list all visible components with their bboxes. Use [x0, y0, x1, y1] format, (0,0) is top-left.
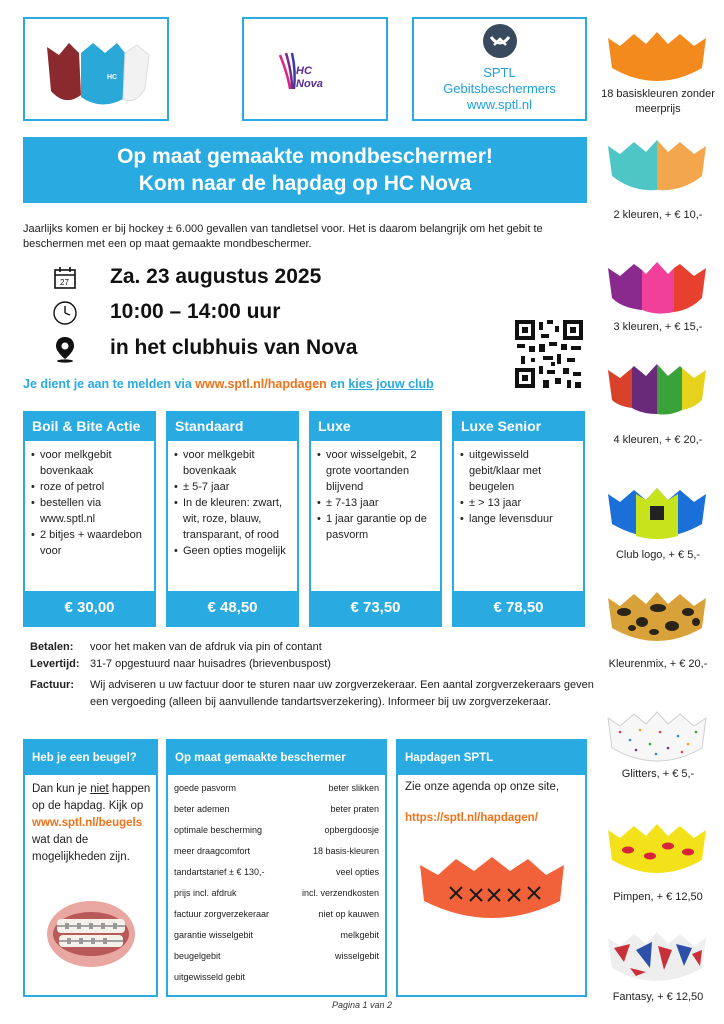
option-label: 4 kleuren, + € 20,- [613, 434, 703, 446]
hc-nova-logo [244, 19, 386, 119]
hapdagen-link[interactable]: https://sptl.nl/hapdagen/ [405, 812, 538, 824]
feature-right: niet op kauwen [318, 909, 379, 919]
logo-box-sptl [412, 17, 587, 121]
package-feature: • 1 jaar garantie op de pasvorm [317, 511, 434, 543]
intro-text: Jaarlijks komen er bij hockey ± 6.000 gevallen van tandletsel voor. Het is daarom belangrijk om het gebit te beschermen met een op maat gemaakte mondbeschermer. [23, 223, 543, 250]
svg-text:Nova: Nova [296, 78, 323, 90]
package-feature: • voor melkgebit bovenkaak [31, 447, 148, 479]
banner-line-1: Op maat gemaakte mondbeschermer! [117, 145, 493, 168]
feature-right: 18 basis-kleuren [312, 846, 379, 856]
option-label: 18 basiskleuren zonder meerprijs [601, 88, 715, 115]
feature-left: beter ademen [174, 804, 230, 814]
sptl-logo-icon [482, 23, 518, 59]
feature-right: veel opties [335, 867, 379, 877]
feature-left: garantie wisselgebit [174, 930, 254, 940]
payment-label: Betalen: [30, 641, 74, 653]
hapdagen-card-title: Hapdagen SPTL [398, 741, 585, 775]
package-feature: • voor melkgebit bovenkaak [174, 447, 291, 479]
package-feature: • uitgewisseld gebit/klaar met beugelen [460, 447, 577, 495]
hapdagen-card [396, 739, 587, 997]
signup-middle: en [326, 377, 349, 391]
package-features [168, 441, 297, 559]
package-price: € 30,00 [25, 591, 154, 625]
event-location: in het clubhuis van Nova [110, 336, 358, 359]
option-label: Pimpen, + € 12,50 [613, 891, 703, 903]
svg-text:HC: HC [296, 65, 312, 77]
map-pin-icon [50, 334, 80, 364]
clock-icon [50, 298, 80, 328]
braces-card-text [32, 781, 152, 866]
braces-text-3: happen op de hapdag. Kijk op [32, 783, 151, 812]
feature-right: melkgebit [340, 930, 379, 940]
hapdagen-text: Zie onze agenda op onze site, [405, 781, 560, 793]
package-features [454, 441, 583, 527]
package-feature: • 2 bitjes + waardebon voor [31, 527, 148, 559]
custom-guard-features-card [166, 739, 387, 997]
orange-mouthguard-image [416, 849, 568, 925]
signup-url-link[interactable]: www.sptl.nl/hapdagen [195, 377, 327, 391]
package-features [25, 441, 154, 559]
package-feature: • Geen opties mogelijk [174, 543, 291, 559]
calendar-icon [50, 263, 80, 293]
feature-right: beter slikken [328, 783, 379, 793]
package-card-luxe-senior[interactable] [452, 411, 585, 627]
package-feature: • ± 5-7 jaar [174, 479, 291, 495]
sptl-url[interactable]: www.sptl.nl [466, 97, 533, 112]
package-feature: • In de kleuren: zwart, wit, roze, blauw, transparant, of rood [174, 495, 291, 543]
feature-left: optimale bescherming [174, 825, 263, 835]
option-guard-image [606, 820, 708, 880]
logo-box-hcnova [242, 17, 388, 121]
logo-box-mouthguard [23, 17, 169, 121]
payment-value: voor het maken van de afdruk via pin of contant [90, 641, 322, 653]
package-name: Boil & Bite Actie [25, 413, 154, 441]
package-feature: • lange levensduur [460, 511, 577, 527]
package-price: € 78,50 [454, 591, 583, 625]
feature-left: beugelgebit [174, 951, 221, 961]
signup-line [23, 377, 434, 391]
braces-text-4: wat dan de mogelijkheden zijn. [32, 834, 130, 863]
page-number: Pagina 1 van 2 [331, 1000, 393, 1010]
package-feature: • roze of petrol [31, 479, 148, 495]
option-label: Fantasy, + € 12,50 [612, 991, 704, 1003]
event-date-row [50, 263, 322, 293]
package-feature: • bestellen via www.sptl.nl [31, 495, 148, 527]
package-feature: • voor wisselgebit, 2 grote voortanden blijvend [317, 447, 434, 495]
svg-text:HC: HC [107, 74, 118, 81]
braces-text-1: Dan kun je [32, 783, 91, 795]
feature-right: wisselgebit [334, 951, 379, 961]
feature-left: meer draagcomfort [174, 846, 251, 856]
feature-left: factuur zorgverzekeraar [174, 909, 270, 919]
package-name: Luxe Senior [454, 413, 583, 441]
option-label: 3 kleuren, + € 15,- [613, 321, 703, 333]
package-price: € 48,50 [168, 591, 297, 625]
qr-code-icon[interactable] [513, 318, 585, 390]
braces-card-title: Heb je een beugel? [25, 741, 156, 775]
option-guard-image [606, 588, 708, 648]
package-card-standaard[interactable] [166, 411, 299, 627]
option-label: Kleurenmix, + € 20,- [608, 658, 708, 670]
event-time-row [50, 298, 281, 328]
braces-link[interactable]: www.sptl.nl/beugels [32, 817, 143, 829]
invoice-label: Factuur: [30, 679, 74, 691]
package-feature: • ± 7-13 jaar [317, 495, 434, 511]
feature-left: uitgewisseld gebit [174, 972, 246, 982]
option-guard-image [606, 484, 708, 544]
braces-text-niet: niet [90, 783, 109, 795]
feature-right: beter praten [330, 804, 379, 814]
event-location-row [50, 334, 358, 364]
option-guard-image [606, 708, 708, 768]
feature-left: tandartstarief ± € 130,- [174, 867, 265, 877]
package-feature: • ± > 13 jaar [460, 495, 577, 511]
option-label: Glitters, + € 5,- [621, 768, 695, 780]
package-name: Standaard [168, 413, 297, 441]
event-date: Za. 23 augustus 2025 [110, 265, 322, 288]
feature-right: incl. verzendkosten [301, 888, 379, 898]
package-card-luxe[interactable] [309, 411, 442, 627]
svg-text:27: 27 [60, 278, 69, 287]
mouthguard-logo-image [25, 19, 167, 119]
package-price: € 73,50 [311, 591, 440, 625]
option-label: 2 kleuren, + € 10,- [613, 209, 703, 221]
option-guard-image [606, 136, 708, 196]
feature-left: goede pasvorm [174, 783, 237, 793]
event-time: 10:00 – 14:00 uur [110, 300, 281, 323]
features-card-title: Op maat gemaakte beschermer [168, 741, 385, 775]
signup-prefix: Je dient je aan te melden via [23, 377, 196, 391]
delivery-label: Levertijd: [30, 658, 80, 670]
title-banner [23, 137, 587, 203]
sptl-name: SPTL [483, 65, 516, 80]
banner-line-2: Kom naar de hapdag op HC Nova [138, 172, 472, 195]
choose-club-link[interactable]: kies jouw club [348, 377, 434, 391]
feature-right: opbergdoosje [324, 825, 379, 835]
package-name: Luxe [311, 413, 440, 441]
option-guard-image [606, 28, 708, 88]
delivery-value: 31-7 opgestuurd naar huisadres (brievenbuspost) [90, 658, 331, 670]
option-guard-image [606, 360, 708, 420]
option-guard-image [606, 258, 708, 318]
option-guard-image [606, 928, 708, 988]
braces-card [23, 739, 158, 997]
package-features [311, 441, 440, 543]
invoice-value: Wij adviseren u uw factuur door te sturen naar uw zorgverzekeraar. Een aantal zorgverzekeraars geven een vergoeding (alleen bij aanvullende tandartsverzekering). Informeer bij uw zorgverzekeraar. [90, 679, 594, 708]
package-card-boil-bite[interactable] [23, 411, 156, 627]
feature-left: prijs incl. afdruk [174, 888, 237, 898]
braces-photo [45, 899, 137, 969]
option-label: Club logo, + € 5,- [615, 549, 701, 561]
sptl-subtitle: Gebitsbeschermers [443, 81, 556, 96]
